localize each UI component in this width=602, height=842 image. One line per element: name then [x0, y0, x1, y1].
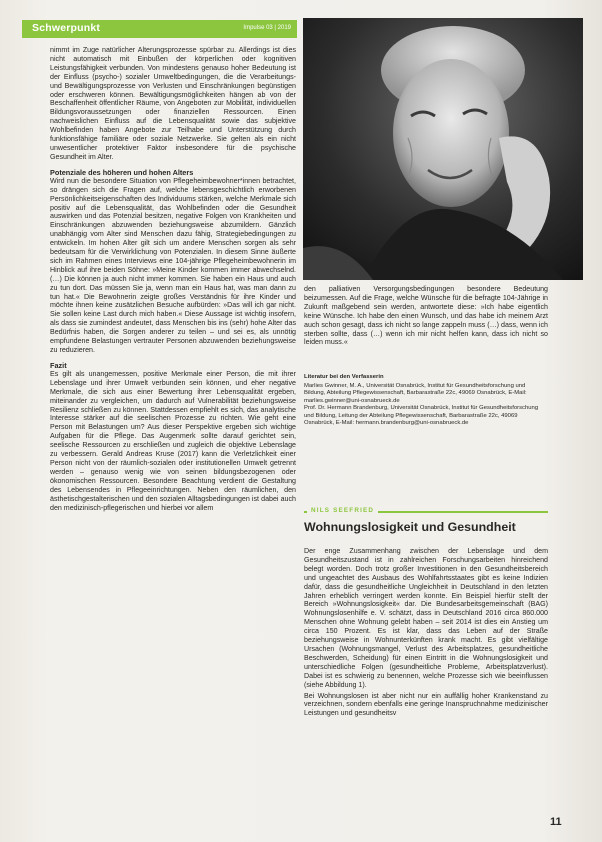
author-rubric: [304, 507, 548, 517]
literature-block: [304, 374, 548, 428]
issue-label: Impulse 03 | 2019: [243, 25, 291, 31]
right-column-top: [304, 285, 548, 349]
heading-potenziale: Potenziale des höheren und hohen Alters: [50, 167, 194, 177]
wohnungslosigkeit-paragraph-1: Der enge Zusammenhang zwischen der Lebenslage und dem Gesundheitszustand ist in zahlreichen Forschungsarbeiten hinreichend belegt worden. Doch trotz großer Investitionen in den Gesundheitsbereich und ungeachtet des Ausbaus des Wohlfahrtsstaates gibt es keine Indizien dafür, dass die gesundheitliche Ungleichheit in Deutschland in den letzten Jahren erheblich verringert werden konnte. Ein Beispiel hierfür stellt der Bereich »Wohnungslosigkeit« dar. Die Bundesarbeitsgemeinschaft (BAG) Wohnungslosenhilfe e. V. schätzt, dass in Deutschland 2016 circa 860.000 Menschen ohne Wohnung gelebt haben – seit 2014 ist dies ein Anstieg um circa 150 Prozent. Es ist klar, dass das Leben auf der Straße beziehungsweise in Wohnunterkünften krank macht. Es gibt vielfältige Ursachen (Wohnungsmangel, Verlust des Arbeitsplatzes, gesundheitliche Beschwerden, Scheidung) für einen Eintritt in die Wohnungslosigkeit und unterschiedliche Folgen (gesundheitliche Probleme, Arbeitsplatzverlust). Dabei ist es schwierig zu benennen, welche Prozesse sich wie beeinflussen (siehe Abbildung 1).: [304, 547, 548, 689]
fazit-paragraph: Es gilt als unangemessen, positive Merkmale einer Person, die mit ihrer Lebenslage und ihrer Umwelt verbunden sein können, und eher negative Merkmale, die sich aus einer Bewertung ihrer Lebensqualität ergeben, miteinander zu vergleichen, um dadurch auf Vulnerabilität beziehungsweise Resilienz schließen zu können. Stattdessen empfiehlt es sich, das analytische Interesse stärker auf die seelischen Prozesse zu richten. Wie geht eine Person mit Belastungen um? Aus dieser Perspektive ergeben sich wichtige Aufgaben für die Pflege. Das Augenmerk sollte darauf gerichtet sein, seelische Ressourcen zu erschließen und zugleich die objektive Lebenslage zu verbessern. Gerald Andreas Kruse (2017) kann die Verletzlichkeit einer Person nicht von der räumlich-sozialen oder institutionellen Umwelt getrennt werden – genauso wenig wie von seinen bildungsbezogenen oder ökonomischen Ressourcen. Besondere Beachtung verdient die Gestaltung des Lebensendes in Pflegeeinrichtungen. Neben den räumlichen, den ästhetischgestalterischen und den sozialen Alltagsbedingungen ist dabei auch den medizinisch-pflegerischen und hierbei vor allem: [50, 369, 296, 512]
left-column: [50, 46, 296, 514]
page-number: 11: [550, 816, 562, 828]
portrait-photo: [303, 18, 583, 280]
wohnungslosigkeit-paragraph-2: Bei Wohnungslosen ist aber nicht nur ein auffällig hoher Krankenstand zu verzeichnen, sondern ebenfalls eine geringe Inanspruchnahme medizinischer Leistungen und gesundheitsv: [304, 691, 548, 718]
author-gwinner: Marlies Gwinner, M. A., Universität Osnabrück, Institut für Gesundheitsforschung und Bildung, Abteilung Pflegewissenschaft, Barbarastraße 22c, 49069 Osnabrück, E-Mail: marlies.gwinner@uni-osnabrueck.de: [304, 382, 527, 404]
section-header-bar: [22, 20, 297, 38]
potenziale-paragraph: Wird nun die besondere Situation von Pflegeheimbewohner*innen betrachtet, so drängen sich die Fragen auf, welche lebensgeschichtlich erworbenen Persönlichkeitseigenschaften des Individuums stärken, welche Merkmale sich positiv auf die Lebensqualität, das Wohlbefinden oder die Gesundheit auswirken und das Potenzial besitzen, negative Folgen von Krankheiten und Einschränkungen abzuwenden beziehungsweise abzumildern. Gänzlich unabhängig vom Alter sind Menschen dazu fähig, Strategiebedingungen zu entwickeln. Im hohen Alter gilt sich um andere Menschen sorgen als sehr bedeutsam für die Verwirklichung von Potenzialen. In diesem Sinne äußerte sich im Rahmen eines Interviews eine 104-jährige Pflegeheimbewohnerin im Hinblick auf ihre beiden Söhne: »Meine Kinder kommen immer abwechselnd. (…) Die können ja auch nicht immer kommen. Sie haben ein Haus und auch zu tun dort. Das müssen Sie ja, wenn man ein Haus hat, was man dann zu tun hat.« Die Bewohnerin zeigte großes Verständnis für ihre Kinder und möchte ihnen keine zusätzlichen Besuche aufbürden: »Das will ich gar nicht. Sie sollen keine Last durch mich haben.« Diese Aussage ist wichtig insofern, als dass sie zumindest andeutet, dass Menschen bis ins (sehr) hohe Alter das Bedürfnis haben, die Sorgen anderer zu teilen – und sei es, als unnötig empfundene Belastungen vertrauter Personen abzuwenden beziehungsweise zu reduzieren.: [50, 176, 296, 354]
heading-fazit: Fazit: [50, 360, 67, 370]
article-title: Wohnungslosigkeit und Gesundheit: [304, 520, 516, 534]
intro-paragraph: nimmt im Zuge natürlicher Alterungsprozesse spürbar zu. Allerdings ist dies nicht automatisch mit Einbußen der körperlichen oder kognitiven Leistungsfähigkeit verbunden. Von mindestens genauso hoher Bedeutung ist der Einfluss (psycho-) sozialer Umweltbedingungen, die die Verarbeitungs- und Bewältigungsprozesse von Verlusten und Einschränkungen begünstigen oder erschweren können. Bewältigungsmöglichkeiten hängen ab von der Beschaffenheit öffentlicher Räume, von Angeboten zur Mobilität, individuellen Bildungsvoraussetzungen oder finanziellen Ressourcen. Einen nachweislichen Einfluss auf die Lebensqualität sowie das subjektive Wohlbefinden haben Angebote zur Teilhabe und Unterstützung durch funktionsfähige familiäre oder soziale Netzwerke. Sie gelten als ein nicht unwesentlicher protektiver Faktor insbesondere für die psychische Gesundheit im Alter.: [50, 46, 296, 161]
palliative-paragraph: den palliativen Versorgungsbedingungen besondere Bedeutung beizumessen. Auf die Frage, welche Wünsche für die befragte 104-Jährige in Zukunft maßgebend sein werden, antwortete diese: »Ich habe eigentlich keine Wünsche. Ich habe den einen Wunsch, und das habe ich meinem Arzt auch schon gesagt, dass ich nicht so lange zappeln muss (…) dass, wenn ich sterben sollte, dass (…) wenn ich mir nicht helfen kann, dass ich nicht so leiden muss.«: [304, 285, 548, 347]
section-title: Schwerpunkt: [32, 22, 101, 34]
elderly-woman-portrait-image: [303, 18, 583, 280]
right-column-bottom: [304, 547, 548, 720]
author-brandenburg: Prof. Dr. Hermann Brandenburg, Universität Osnabrück, Institut für Gesundheitsforschung und Bildung, Leitung der Abteilung Pflegewissenschaft, Barbarastraße 22c, 49069 Osnabrück, E-Mail: hermann.brandenburg@uni-osnabrueck.de: [304, 405, 539, 426]
rubric-author-name: NILS SEEFRIED: [307, 507, 378, 514]
literature-title: Literatur bei den Verfasserin: [304, 374, 384, 380]
